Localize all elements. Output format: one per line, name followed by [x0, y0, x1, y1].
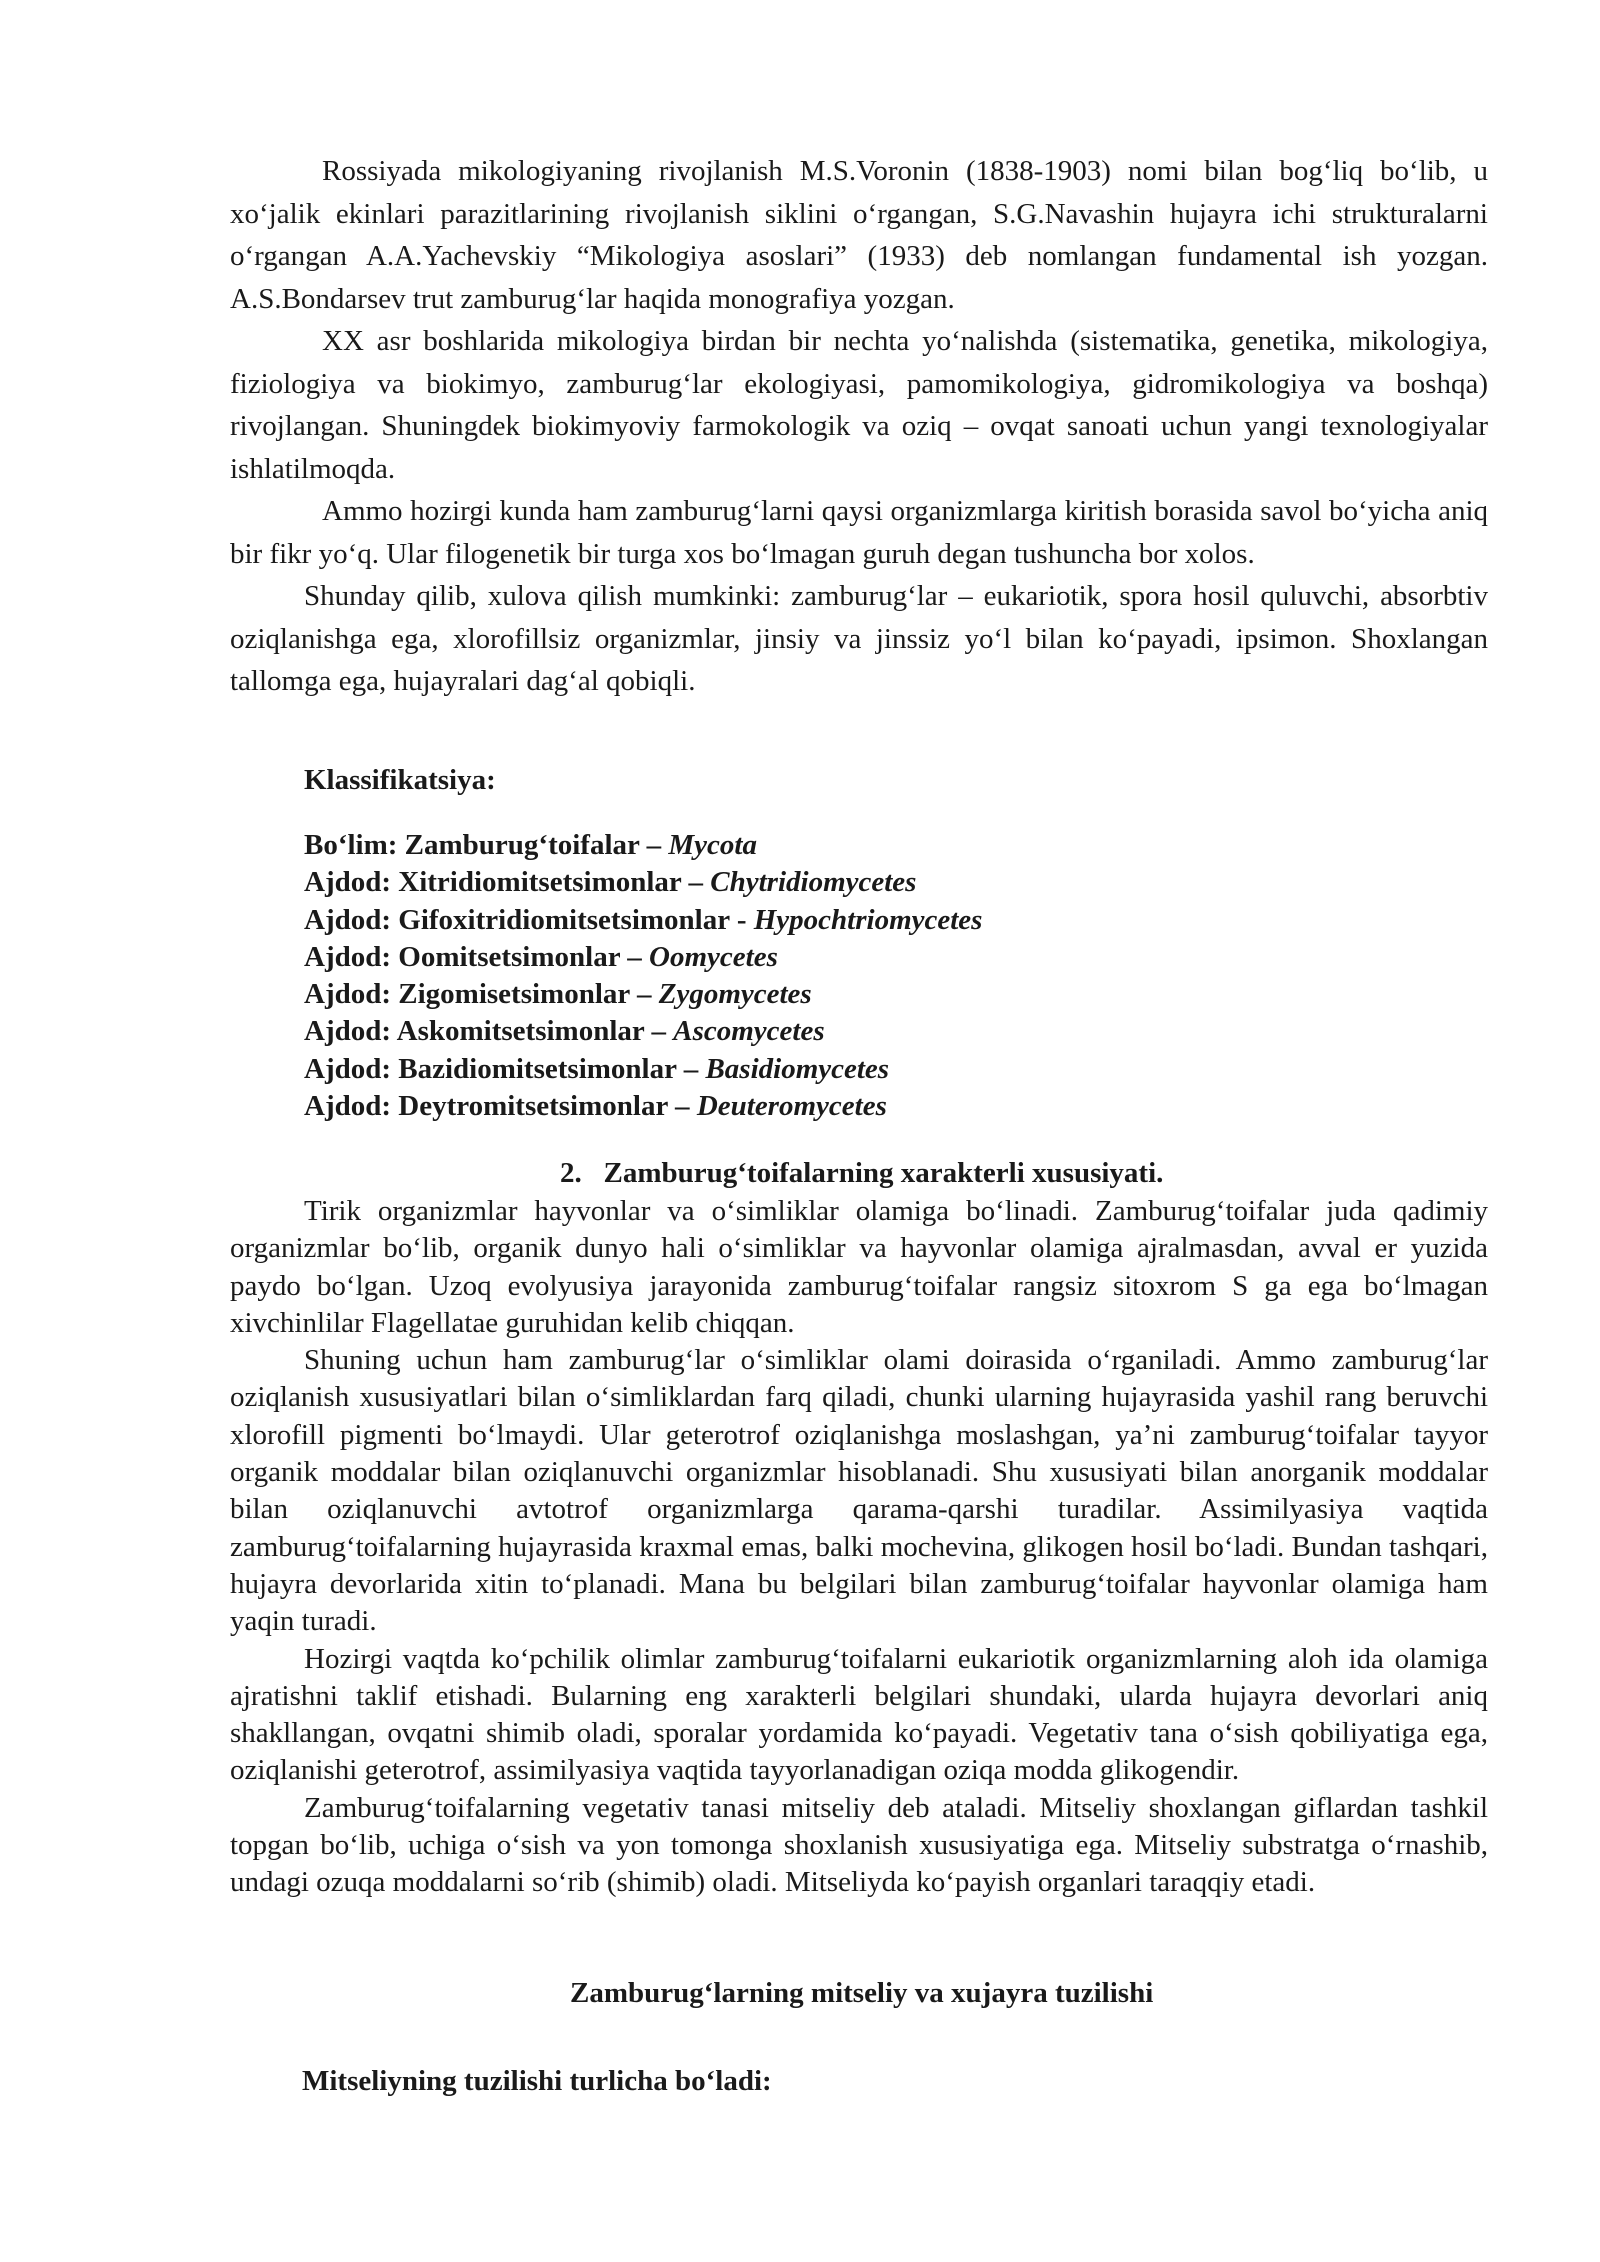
- classification-rank: Ajdod: Xitridiomitsetsimonlar –: [304, 866, 704, 899]
- classification-item: [230, 827, 1488, 864]
- paragraph-mycelium: Zamburug‘toifalarning vegetativ tanasi mitseliy deb ataladi. Mitseliy shoxlangan giflardan tashkil topgan bo‘lib, uchiga o‘sish va yon tomonga shoxlanish xususiyatiga ega. Mitseliy substratga o‘rnashib, undagi ozuqa moddalarni so‘rib (shimib) oladi. Mitseliyda ko‘payish organlari taraqqiy etadi.: [230, 1791, 1488, 1899]
- classification-latin: Basidiomycetes: [705, 1052, 890, 1085]
- section-2-heading: 2. Zamburug‘toifalarning xarakterli xususiyati.: [560, 1157, 1164, 1189]
- classification-latin: Ascomycetes: [673, 1015, 825, 1048]
- classification-rank: Ajdod: Bazidiomitsetsimonlar –: [304, 1052, 699, 1085]
- classification-rank: Ajdod: Askomitsetsimonlar –: [304, 1015, 666, 1048]
- classification-rank: Ajdod: Oomitsetsimonlar –: [304, 940, 642, 973]
- classification-rank: Ajdod: Gifoxitridiomitsetsimonlar -: [304, 903, 747, 936]
- classification-latin: Mycota: [668, 829, 757, 861]
- classification-title: Klassifikatsiya:: [304, 764, 496, 796]
- classification-latin: Deuteromycetes: [696, 1090, 887, 1123]
- paragraph-origin: Tirik organizmlar hayvonlar va o‘simliklar olamiga bo‘linadi. Zamburug‘toifalar juda qadimiy organizmlar bo‘lib, organik dunyo hali o‘simliklar va hayvonlar olamiga ajralmasdan, avval er yuzida paydo bo‘lgan. Uzoq evolyusiya jarayonida zamburug‘toifalar rangsiz sitoxrom S ga ega bo‘lmagan xivchinlilar Flagellatae guruhidan kelib chiqqan.: [230, 1195, 1488, 1339]
- paragraph-summary: Shunday qilib, xulova qilish mumkinki: zamburug‘lar – eukariotik, spora hosil quluvchi, absorbtiv oziqlanishga ega, xlorofillsiz organizmlar, jinsiy va jinssiz yo‘l bilan ko‘payadi, ipsimon. Shoxlangan tallomga ega, hujayralari dag‘al qobiqli.: [230, 580, 1488, 697]
- paragraph-nutrition: Shuning uchun ham zamburug‘lar o‘simliklar olami doirasida o‘rganiladi. Ammo zamburug‘lar oziqlanish xususiyatlari bilan o‘simliklardan farq qiladi, chunki ularning hujayrasida yashil rang beruvchi xlorofill pigmenti bo‘lmaydi. Ular geterotrof oziqlanishga moslashgan, ya’ni zamburug‘toifalar tayyor organik moddalar bilan oziqlanuvchi organizmlar hisoblanadi. Shu xususiyati bilan anorganik moddalar bilan oziqlanuvchi avtotrof organizmlarga qarama-qarshi turadilar. Assimilyasiya vaqtida zamburug‘toifalarning hujayrasida kraxmal emas, balki mochevina, glikogen hosil bo‘ladi. Bundan tashqari, hujayra devorlarida xitin to‘planadi. Mana bu belgilari bilan zamburug‘toifalar hayvonlar olamiga ham yaqin turadi.: [230, 1344, 1488, 1638]
- paragraph-voronin: Rossiyada mikologiyaning rivojlanish M.S.Voronin (1838-1903) nomi bilan bog‘liq bo‘lib, u xo‘jalik ekinlari parazitlarining rivojlanish siklini o‘rgangan, S.G.Navashin hujayra ichi strukturalarni o‘rgangan A.A.Yachevskiy “Mikologiya asoslari” (1933) deb nomlangan fundamental ish yozgan. A.S.Bondarsev trut zamburug‘lar haqida monografiya yozgan.: [230, 155, 1488, 315]
- classification-item: [230, 864, 1488, 901]
- classification-latin: Zygomycetes: [658, 978, 812, 1011]
- classification-list: [230, 827, 1488, 1125]
- paragraph-eukaryotes: Hozirgi vaqtda ko‘pchilik olimlar zamburug‘toifalarni eukariotik organizmlarning aloh ida olamiga ajratishni taklif etishadi. Bularning eng xarakterli belgilari shundaki, ularda hujayra devorlari aniq shakllangan, ovqatni shimib oladi, sporalar yordamida ko‘payadi. Vegetativ tana o‘sish qobiliyatiga ega, oziqlanishi geterotrof, assimilyasiya vaqtida tayyorlanadigan oziqa modda glikogendir.: [230, 1642, 1488, 1787]
- classification-item: [230, 939, 1488, 976]
- section-3-heading: Zamburug‘larning mitseliy va xujayra tuzilishi: [570, 1977, 1154, 2009]
- classification-latin: Hypochtriomycetes: [753, 903, 983, 936]
- classification-item: [230, 976, 1488, 1013]
- classification-item: [230, 1013, 1488, 1050]
- paragraph-xx-century: XX asr boshlarida mikologiya birdan bir nechta yo‘nalishda (sistematika, genetika, mikologiya, fiziologiya va biokimyo, zamburug‘lar ekologiyasi, pamomikologiya, gidromikologiya va boshqa) rivojlangan. Shuningdek biokimyoviy farmokologik va oziq – ovqat sanoati uchun yangi texnologiyalar ishlatilmoqda.: [230, 325, 1488, 485]
- classification-rank: Bo‘lim: Zamburug‘toifalar –: [304, 829, 662, 861]
- intro-section: [230, 150, 1488, 703]
- classification-item: [230, 1088, 1488, 1125]
- classification-item: [230, 902, 1488, 939]
- classification-rank: Ajdod: Zigomisetsimonlar –: [304, 978, 652, 1011]
- paragraph-classification-question: Ammo hozirgi kunda ham zamburug‘larni qaysi organizmlarga kiritish borasida savol bo‘yicha aniq bir fikr yo‘q. Ular filogenetik bir turga xos bo‘lmagan guruh degan tushuncha bor xolos.: [230, 495, 1488, 570]
- classification-item: [230, 1051, 1488, 1088]
- classification-latin: Chytridiomycetes: [710, 866, 917, 899]
- classification-latin: Oomycetes: [649, 940, 778, 973]
- characteristics-section: [230, 1193, 1488, 1902]
- classification-rank: Ajdod: Deytromitsetsimonlar –: [304, 1090, 690, 1123]
- mycelium-structure-subheading: Mitseliyning tuzilishi turlicha bo‘ladi:: [302, 2065, 772, 2097]
